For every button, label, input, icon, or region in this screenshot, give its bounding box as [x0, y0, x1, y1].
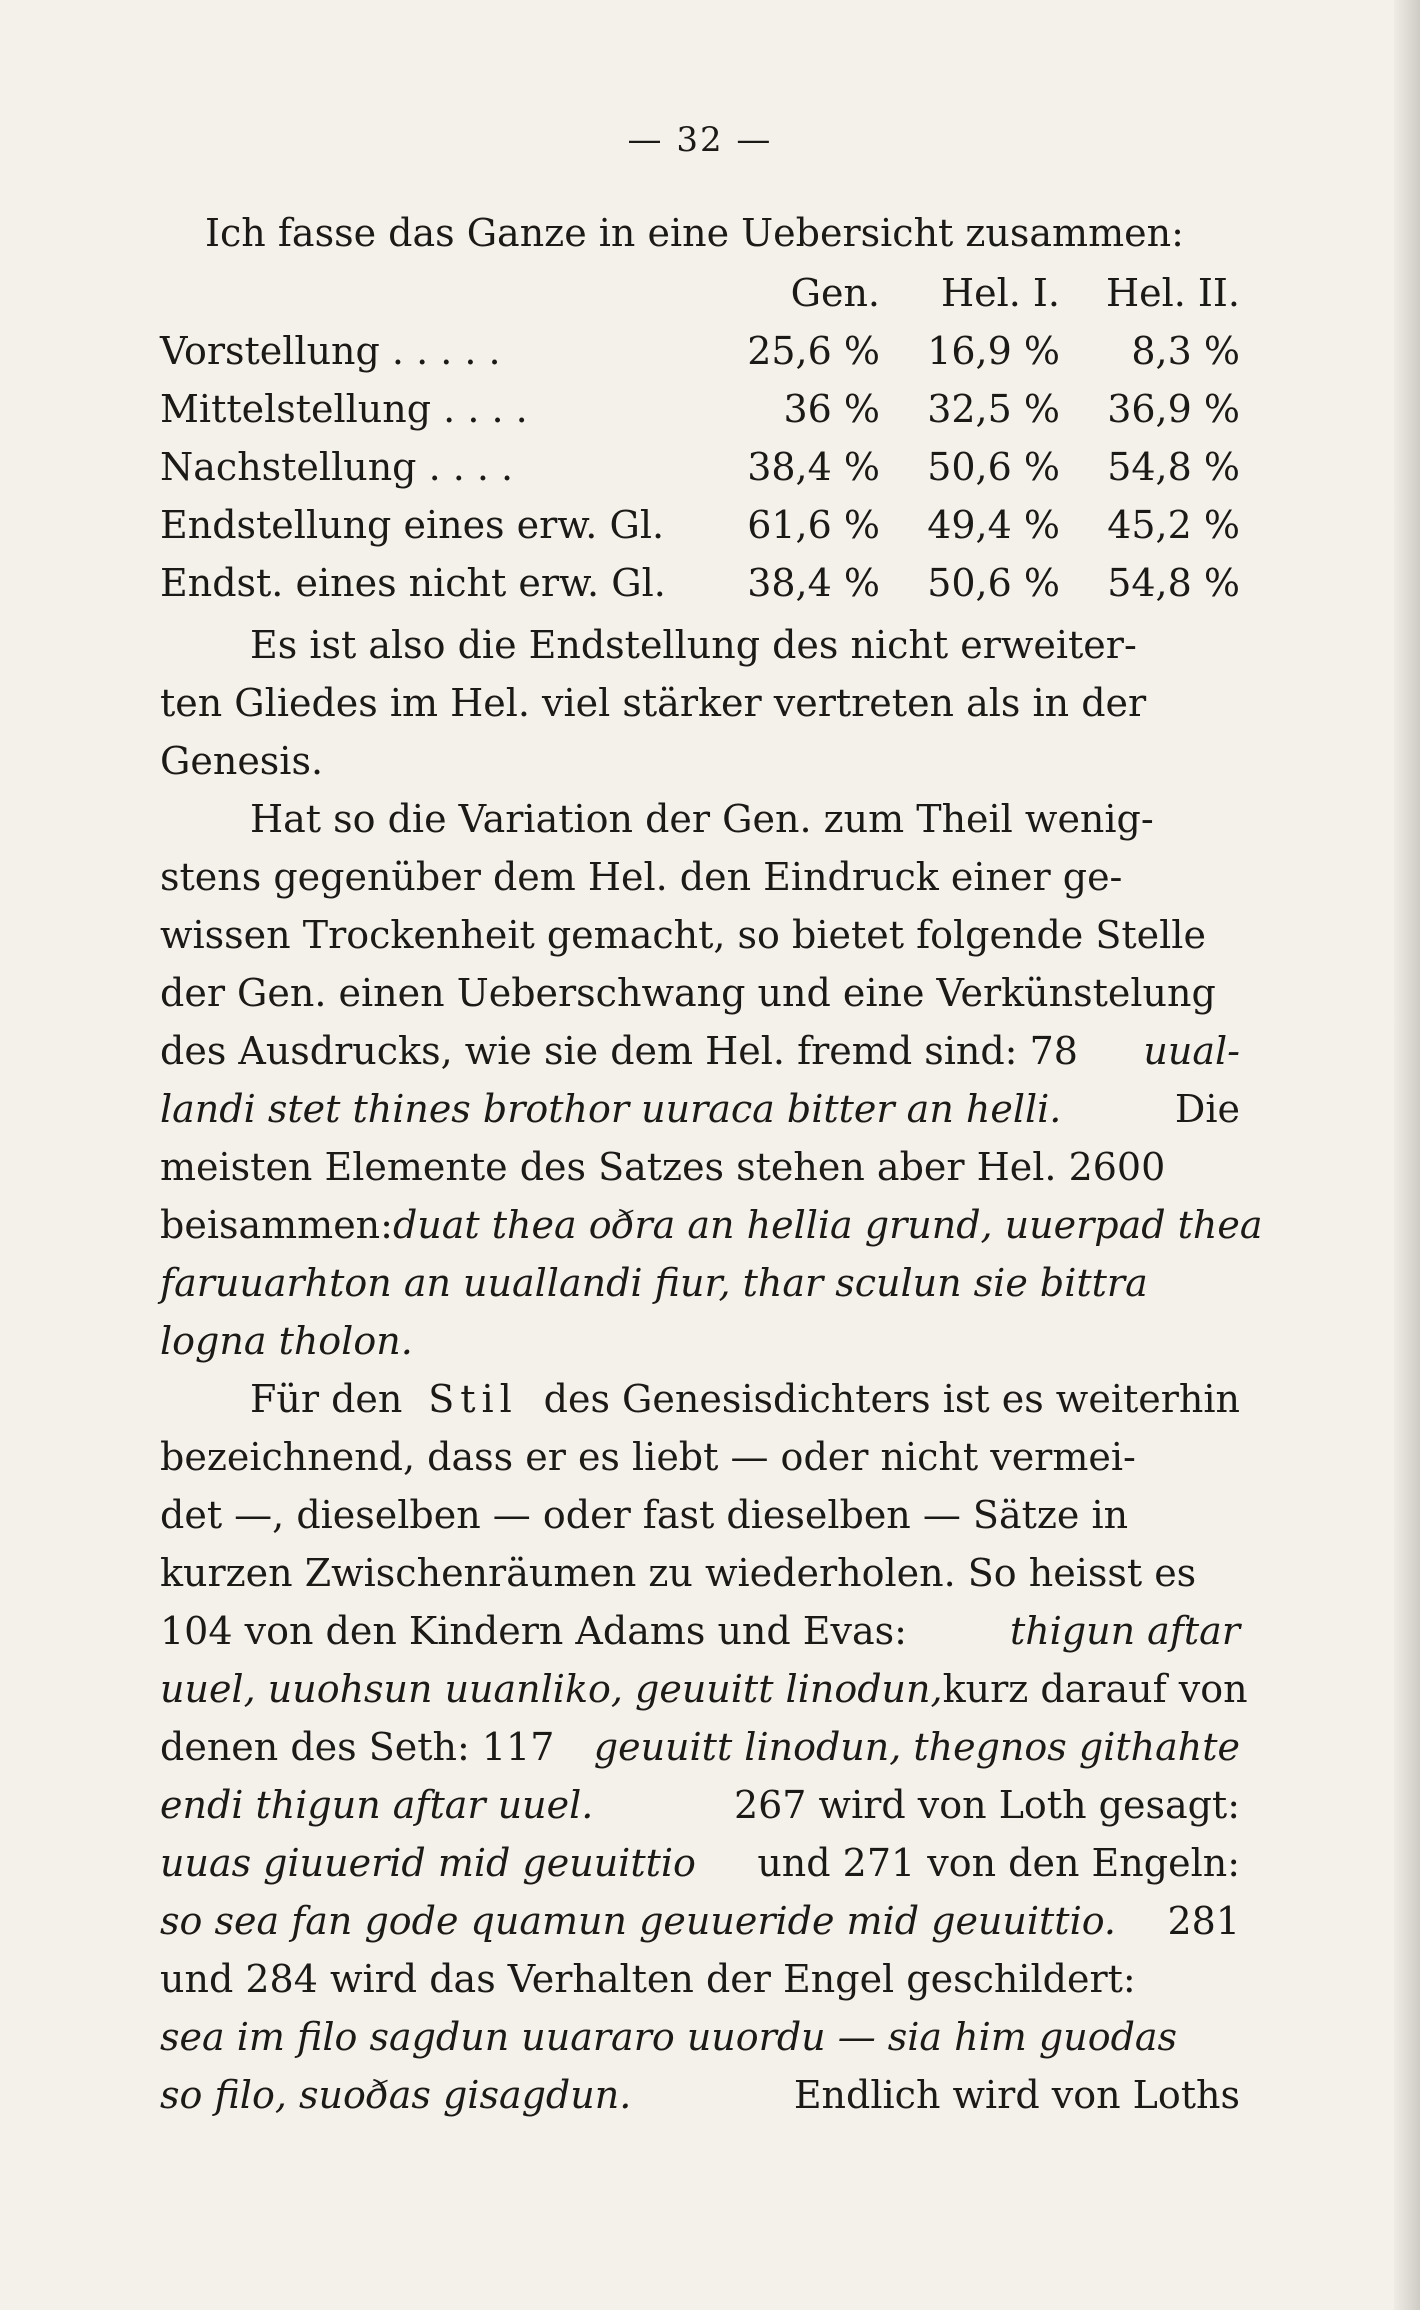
- text-line: so filo, suoðas gisagdun. Endlich wird von Loths: [160, 2066, 1240, 2124]
- table-row: [160, 554, 1240, 612]
- cell: 50,6 %: [927, 445, 1060, 489]
- text-line: endi thigun aftar uuel. 267 wird von Loth gesagt:: [160, 1776, 1240, 1834]
- cell: 38,4 %: [747, 561, 880, 605]
- text-line: Hat so die Variation der Gen. zum Theil wenig-: [250, 797, 1154, 841]
- text-line: Es ist also die Endstellung des nicht erweiter-: [250, 623, 1137, 667]
- column-header: Hel. I.: [940, 271, 1060, 315]
- text-line: uuel, uuohsun uuanliko, geuuitt linodun, kurz darauf von: [160, 1660, 1240, 1718]
- text-line: beisammen: duat thea oðra an hellia grund, uuerpad thea: [160, 1196, 1240, 1254]
- text-line: meisten Elemente des Satzes stehen aber Hel. 2600: [160, 1145, 1166, 1189]
- quotation: so sea fan gode quamun geuueride mid geuuittio.: [160, 1899, 1117, 1943]
- table-row: [160, 496, 1240, 554]
- row-label: Endstellung eines erw. Gl.: [160, 503, 665, 547]
- text-line: uuas giuuerid mid geuuittio und 271 von den Engeln:: [160, 1834, 1240, 1892]
- text-line: det —, dieselben — oder fast dieselben — Sätze in: [160, 1493, 1129, 1537]
- column-header: Gen.: [790, 271, 880, 315]
- cell: 38,4 %: [747, 445, 880, 489]
- quotation: uual-: [1143, 1029, 1240, 1073]
- quotation: uuas giuuerid mid geuuittio: [160, 1841, 696, 1885]
- table-row: [160, 438, 1240, 496]
- cell: 50,6 %: [927, 561, 1060, 605]
- text-line: der Gen. einen Ueberschwang und eine Verkünstelung: [160, 971, 1216, 1015]
- cell: 54,8 %: [1107, 445, 1240, 489]
- text-line: und 284 wird das Verhalten der Engel geschildert:: [160, 1957, 1136, 2001]
- text-line: ten Gliedes im Hel. viel stärker vertreten als in der: [160, 681, 1147, 725]
- cell: 36 %: [783, 387, 880, 431]
- quotation: duat thea oðra an hellia grund, uuerpad thea: [392, 1203, 1263, 1247]
- book-page: [160, 120, 1263, 2124]
- page-edge-shadow: [1394, 0, 1420, 2310]
- quotation-line: logna tholon.: [160, 1319, 413, 1363]
- cell: 49,4 %: [927, 503, 1060, 547]
- text-line: des Ausdrucks, wie sie dem Hel. fremd sind: 78 uual-: [160, 1022, 1240, 1080]
- cell: 61,6 %: [747, 503, 880, 547]
- quotation: so filo, suoðas gisagdun.: [160, 2073, 632, 2117]
- intro-line: Ich fasse das Ganze in eine Uebersicht zusammen:: [205, 211, 1184, 255]
- cell: 25,6 %: [747, 329, 880, 373]
- quotation-line: sea im filo sagdun uuararo uuordu — sia him guodas: [160, 2015, 1178, 2059]
- cell: 32,5 %: [927, 387, 1060, 431]
- quotation: uuel, uuohsun uuanliko, geuuitt linodun,: [160, 1667, 943, 1711]
- row-label: Endst. eines nicht erw. Gl.: [160, 561, 666, 605]
- cell: 45,2 %: [1107, 503, 1240, 547]
- quotation: geuuitt linodun, thegnos githahte: [593, 1725, 1240, 1769]
- cell: 36,9 %: [1107, 387, 1240, 431]
- cell: 54,8 %: [1107, 561, 1240, 605]
- quotation: landi stet thines brothor uuraca bitter an helli.: [160, 1087, 1062, 1131]
- row-label: Vorstellung . . . . .: [160, 329, 501, 373]
- page-number: — 32 —: [627, 120, 773, 160]
- text-line: kurzen Zwischenräumen zu wiederholen. So heisst es: [160, 1551, 1197, 1595]
- text-line: denen des Seth: 117 geuuitt linodun, thegnos githahte: [160, 1718, 1240, 1776]
- table-row: [160, 380, 1240, 438]
- statistics-table: [160, 264, 1240, 612]
- row-label: Mittelstellung . . . .: [160, 387, 528, 431]
- row-label: Nachstellung . . . .: [160, 445, 514, 489]
- column-header: Hel. II.: [1105, 271, 1240, 315]
- quotation-line: faruuarhton an uuallandi fiur, thar sculun sie bittra: [160, 1261, 1148, 1305]
- text-line: 104 von den Kindern Adams und Evas: thigun aftar: [160, 1602, 1240, 1660]
- table-header-row: [160, 264, 1240, 322]
- text-line: so sea fan gode quamun geuueride mid geuuittio. 281: [160, 1892, 1240, 1950]
- text-line: landi stet thines brothor uuraca bitter an helli. Die: [160, 1080, 1240, 1138]
- spaced-emphasis: Stil: [428, 1377, 518, 1421]
- text-line: Für den Stil des Genesisdichters ist es weiterhin: [160, 1370, 1240, 1428]
- cell: 16,9 %: [927, 329, 1060, 373]
- quotation: thigun aftar: [1009, 1609, 1240, 1653]
- text-line: stens gegenüber dem Hel. den Eindruck einer ge-: [160, 855, 1123, 899]
- table-row: [160, 322, 1240, 380]
- text-line: Genesis.: [160, 739, 324, 783]
- quotation: endi thigun aftar uuel.: [160, 1783, 594, 1827]
- text-line: wissen Trockenheit gemacht, so bietet folgende Stelle: [160, 913, 1206, 957]
- text-line: bezeichnend, dass er es liebt — oder nicht vermei-: [160, 1435, 1136, 1479]
- cell: 8,3 %: [1131, 329, 1240, 373]
